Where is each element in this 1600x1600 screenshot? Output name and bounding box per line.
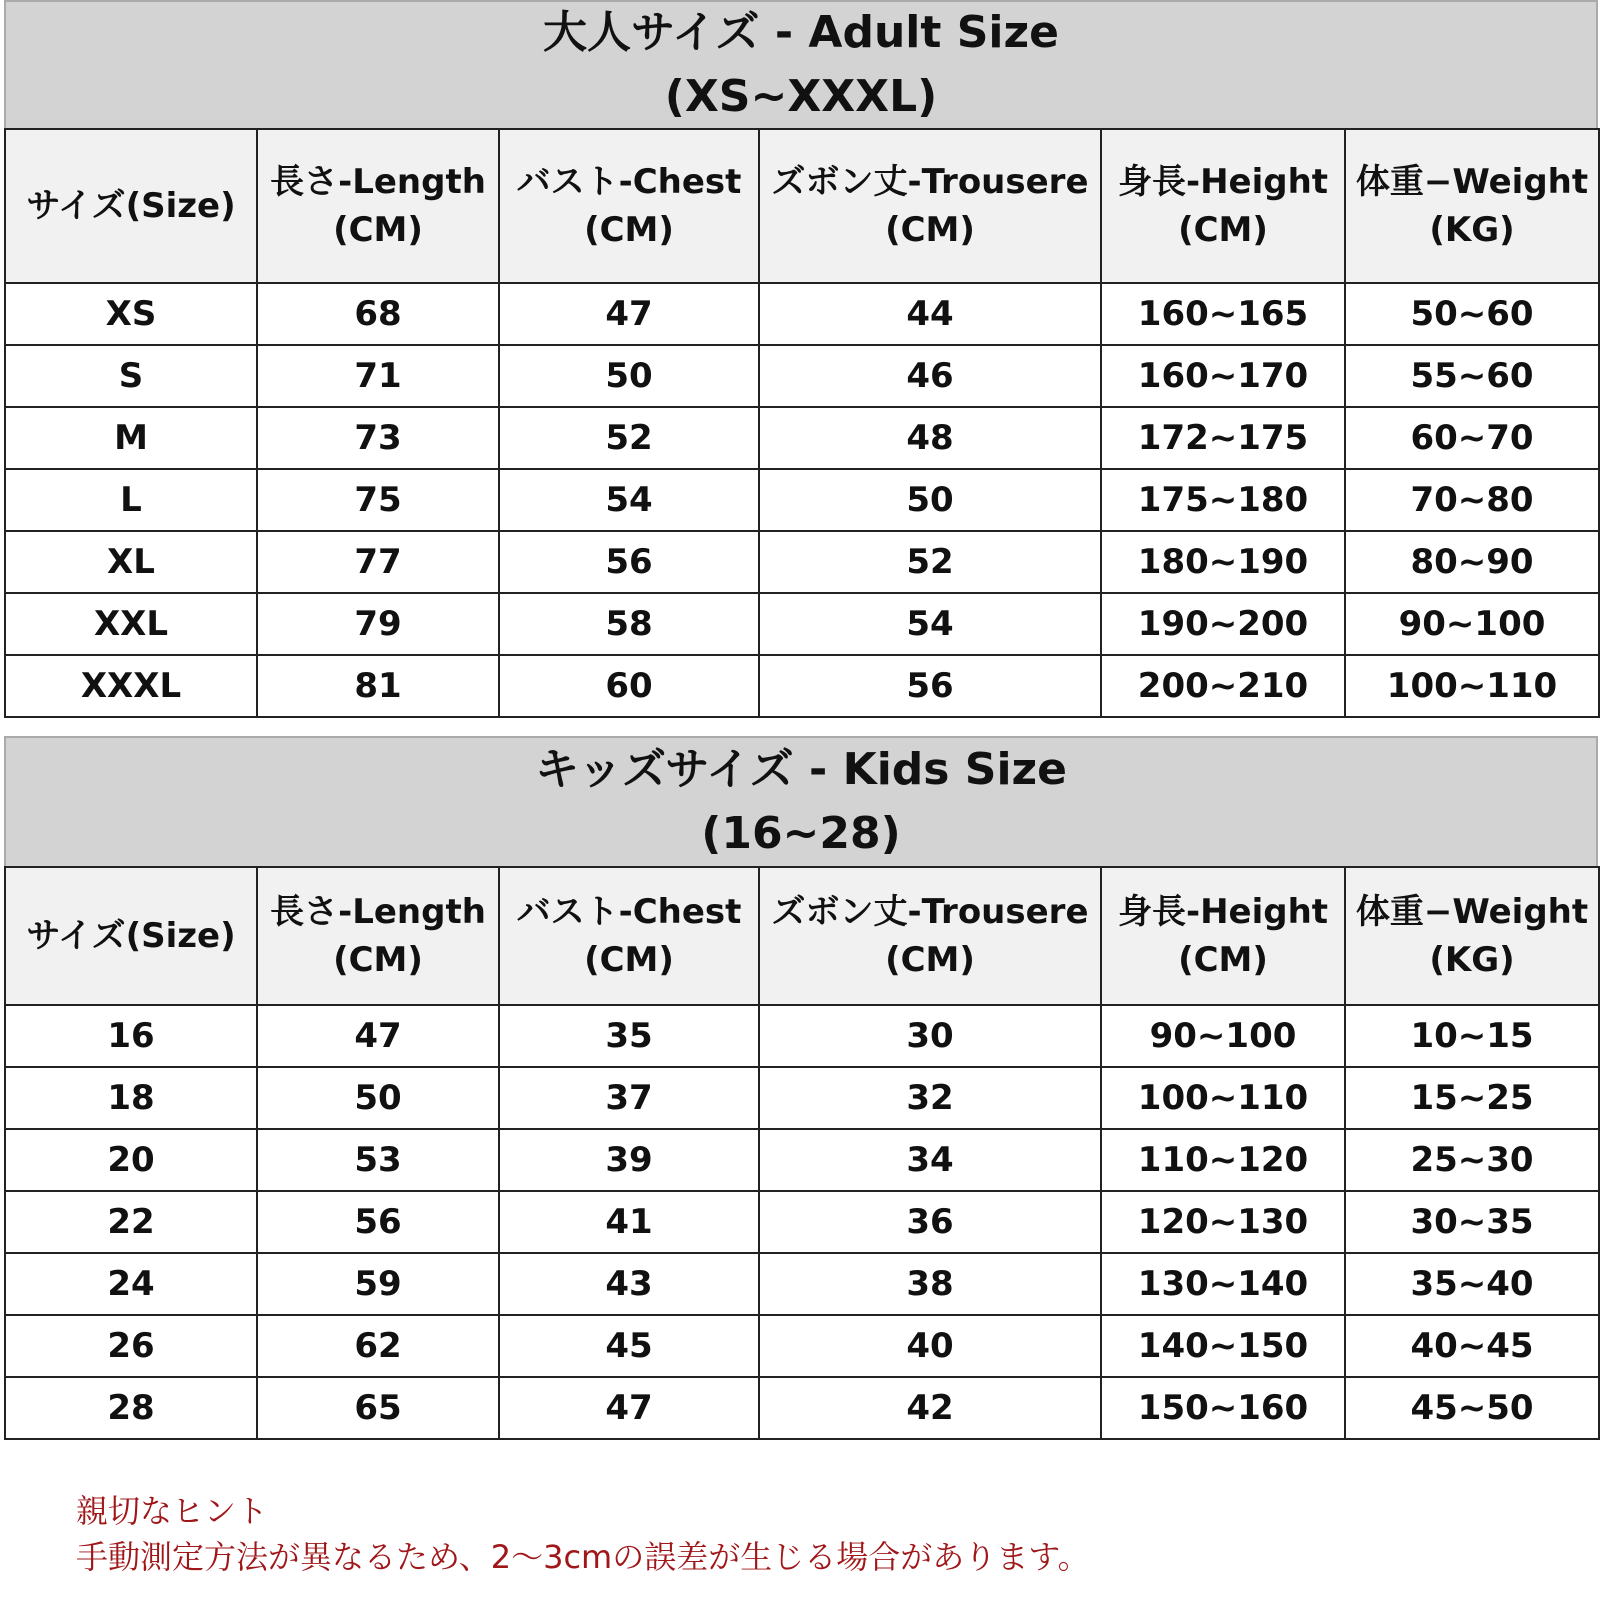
table-cell: 71 — [257, 345, 499, 407]
table-cell: 45 — [499, 1315, 759, 1377]
table-cell: XL — [5, 531, 257, 593]
table-cell: 120~130 — [1101, 1191, 1345, 1253]
table-cell: 60 — [499, 655, 759, 717]
table-cell: 10~15 — [1345, 1005, 1599, 1067]
adult-header-trousers: ズボン丈-Trousere (CM) — [759, 129, 1101, 283]
table-cell: 200~210 — [1101, 655, 1345, 717]
table-cell: XXL — [5, 593, 257, 655]
table-row — [5, 1067, 1599, 1129]
table-cell: M — [5, 407, 257, 469]
table-cell: S — [5, 345, 257, 407]
table-cell: 53 — [257, 1129, 499, 1191]
table-row — [5, 1129, 1599, 1191]
adult-header-size: サイズ(Size) — [5, 129, 257, 283]
table-row — [5, 345, 1599, 407]
table-cell: 79 — [257, 593, 499, 655]
table-cell: 52 — [499, 407, 759, 469]
table-cell: 48 — [759, 407, 1101, 469]
table-cell: 30 — [759, 1005, 1101, 1067]
table-cell: 54 — [759, 593, 1101, 655]
table-cell: 172~175 — [1101, 407, 1345, 469]
table-cell: 190~200 — [1101, 593, 1345, 655]
adult-header-height: 身長-Height (CM) — [1101, 129, 1345, 283]
table-cell: 20 — [5, 1129, 257, 1191]
table-cell: 50~60 — [1345, 283, 1599, 345]
table-cell: 46 — [759, 345, 1101, 407]
table-row — [5, 1377, 1599, 1439]
table-cell: 39 — [499, 1129, 759, 1191]
table-row — [5, 407, 1599, 469]
table-cell: 62 — [257, 1315, 499, 1377]
kids-title-line2: (16~28) — [701, 808, 901, 859]
table-cell: 160~170 — [1101, 345, 1345, 407]
table-cell: 42 — [759, 1377, 1101, 1439]
table-cell: 38 — [759, 1253, 1101, 1315]
table-cell: 160~165 — [1101, 283, 1345, 345]
table-cell: 35~40 — [1345, 1253, 1599, 1315]
table-cell: 73 — [257, 407, 499, 469]
table-cell: 175~180 — [1101, 469, 1345, 531]
table-cell: 50 — [759, 469, 1101, 531]
table-cell: 35 — [499, 1005, 759, 1067]
table-cell: 68 — [257, 283, 499, 345]
table-cell: 18 — [5, 1067, 257, 1129]
table-cell: 26 — [5, 1315, 257, 1377]
table-row — [5, 655, 1599, 717]
table-cell: 50 — [499, 345, 759, 407]
table-cell: 56 — [257, 1191, 499, 1253]
adult-title-line1: 大人サイズ - Adult Size — [543, 7, 1059, 58]
kids-header-chest: バスト-Chest (CM) — [499, 867, 759, 1005]
table-cell: 130~140 — [1101, 1253, 1345, 1315]
adult-header-chest: バスト-Chest (CM) — [499, 129, 759, 283]
table-cell: 34 — [759, 1129, 1101, 1191]
adult-size-title — [4, 0, 1598, 128]
kids-size-section — [4, 736, 1598, 1440]
table-cell: 22 — [5, 1191, 257, 1253]
table-cell: 90~100 — [1101, 1005, 1345, 1067]
note-title: 親切なヒント — [76, 1492, 269, 1530]
adult-title-line2: (XS~XXXL) — [664, 71, 938, 122]
table-cell: 28 — [5, 1377, 257, 1439]
table-cell: 25~30 — [1345, 1129, 1599, 1191]
adult-header-weight: 体重−Weight (KG) — [1345, 129, 1599, 283]
table-cell: 40 — [759, 1315, 1101, 1377]
table-cell: 55~60 — [1345, 345, 1599, 407]
table-row — [5, 469, 1599, 531]
table-cell: 90~100 — [1345, 593, 1599, 655]
table-cell: 110~120 — [1101, 1129, 1345, 1191]
table-cell: 60~70 — [1345, 407, 1599, 469]
table-cell: 75 — [257, 469, 499, 531]
table-cell: XS — [5, 283, 257, 345]
table-cell: 43 — [499, 1253, 759, 1315]
table-row — [5, 1253, 1599, 1315]
table-cell: 45~50 — [1345, 1377, 1599, 1439]
table-row — [5, 1005, 1599, 1067]
kids-header-trousers: ズボン丈-Trousere (CM) — [759, 867, 1101, 1005]
table-cell: 52 — [759, 531, 1101, 593]
table-row — [5, 1315, 1599, 1377]
table-row — [5, 283, 1599, 345]
adult-size-table — [4, 128, 1600, 718]
table-cell: 65 — [257, 1377, 499, 1439]
adult-size-section — [4, 0, 1598, 718]
kids-header-weight: 体重−Weight (KG) — [1345, 867, 1599, 1005]
table-cell: 140~150 — [1101, 1315, 1345, 1377]
adult-header-length: 長さ-Length (CM) — [257, 129, 499, 283]
table-cell: 81 — [257, 655, 499, 717]
table-cell: 56 — [499, 531, 759, 593]
table-cell: 100~110 — [1345, 655, 1599, 717]
table-row — [5, 1191, 1599, 1253]
table-cell: 44 — [759, 283, 1101, 345]
table-cell: 47 — [499, 1377, 759, 1439]
kids-header-height: 身長-Height (CM) — [1101, 867, 1345, 1005]
table-cell: 47 — [257, 1005, 499, 1067]
table-cell: 80~90 — [1345, 531, 1599, 593]
table-cell: 36 — [759, 1191, 1101, 1253]
adult-header-row — [5, 129, 1599, 283]
kids-header-row — [5, 867, 1599, 1005]
table-cell: 15~25 — [1345, 1067, 1599, 1129]
measurement-note — [76, 1488, 1090, 1580]
kids-header-size: サイズ(Size) — [5, 867, 257, 1005]
table-cell: 41 — [499, 1191, 759, 1253]
table-cell: 37 — [499, 1067, 759, 1129]
table-row — [5, 593, 1599, 655]
table-cell: 50 — [257, 1067, 499, 1129]
table-cell: 40~45 — [1345, 1315, 1599, 1377]
kids-size-title — [4, 736, 1598, 866]
kids-title-line1: キッズサイズ - Kids Size — [534, 744, 1068, 795]
table-cell: 47 — [499, 283, 759, 345]
kids-size-table — [4, 866, 1600, 1440]
table-cell: 100~110 — [1101, 1067, 1345, 1129]
table-cell: 70~80 — [1345, 469, 1599, 531]
table-cell: 59 — [257, 1253, 499, 1315]
table-cell: 30~35 — [1345, 1191, 1599, 1253]
table-cell: 16 — [5, 1005, 257, 1067]
note-text: 手動測定方法が異なるため、2〜3cmの誤差が生じる場合があります。 — [76, 1538, 1090, 1576]
table-cell: 54 — [499, 469, 759, 531]
table-cell: 56 — [759, 655, 1101, 717]
kids-header-length: 長さ-Length (CM) — [257, 867, 499, 1005]
table-cell: 180~190 — [1101, 531, 1345, 593]
table-row — [5, 531, 1599, 593]
table-cell: 32 — [759, 1067, 1101, 1129]
table-cell: L — [5, 469, 257, 531]
table-cell: 77 — [257, 531, 499, 593]
table-cell: 150~160 — [1101, 1377, 1345, 1439]
table-cell: 24 — [5, 1253, 257, 1315]
table-cell: XXXL — [5, 655, 257, 717]
table-cell: 58 — [499, 593, 759, 655]
